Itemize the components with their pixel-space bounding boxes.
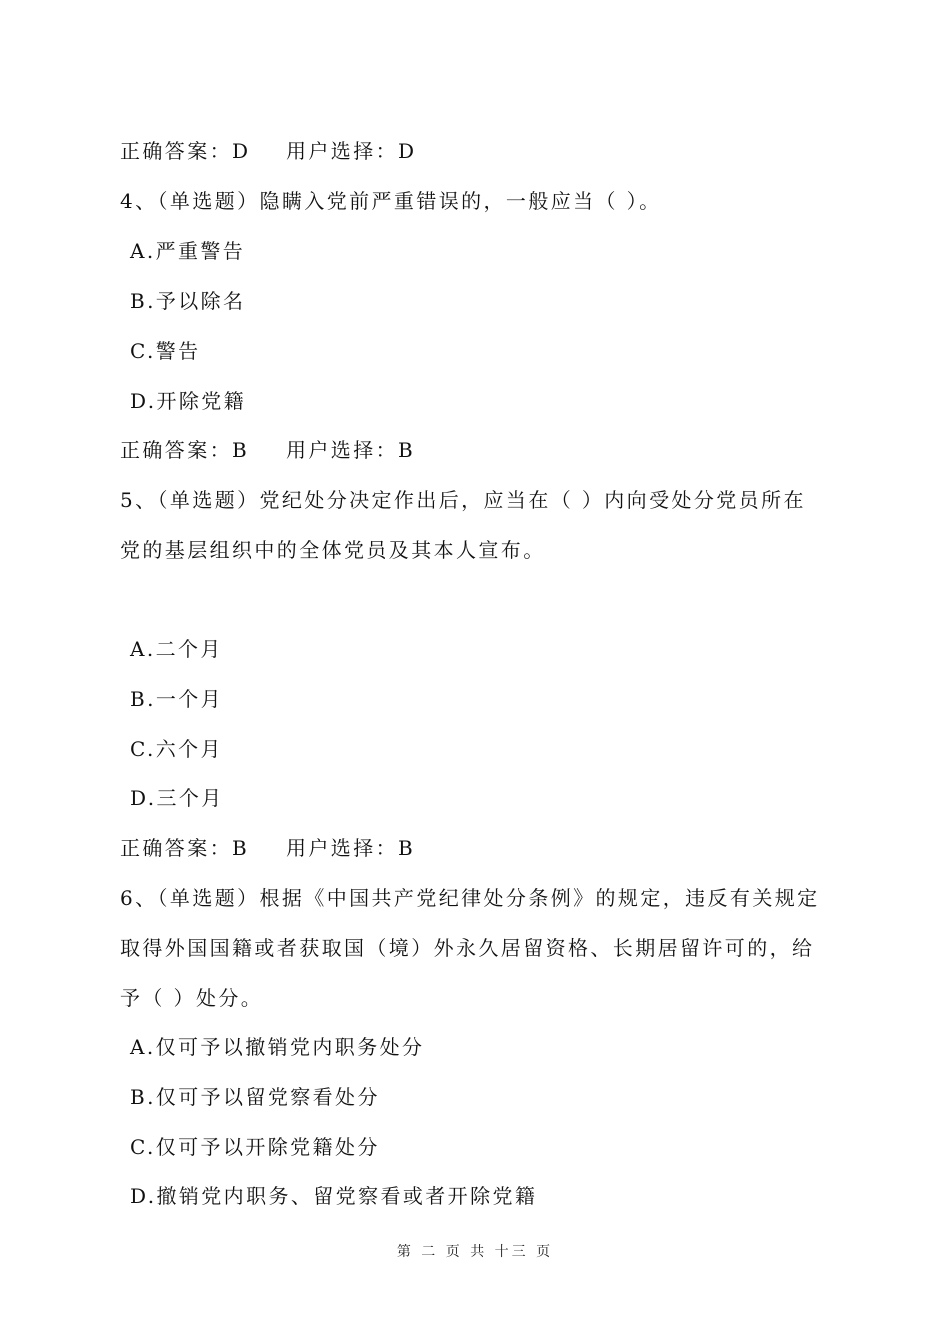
question-5-stem-line-1: 5、（单选题）党纪处分决定作出后，应当在（ ）内向受处分党员所在 [120,488,806,512]
question-4-option-c: C.警告 [130,339,201,363]
question-5-option-b: B.一个月 [130,687,224,711]
question-6-option-a: A.仅可予以撤销党内职务处分 [130,1035,425,1059]
question-5-option-a: A.二个月 [130,637,223,661]
page-footer: 第 二 页 共 十三 页 [396,1244,554,1260]
question-6-stem-line-1: 6、（单选题）根据《中国共产党纪律处分条例》的规定，违反有关规定 [120,886,820,910]
correct-answer-q4: 正确答案：B [120,438,250,462]
question-5-stem-line-2: 党的基层组织中的全体党员及其本人宣布。 [120,538,546,562]
question-4-option-b: B.予以除名 [130,289,246,313]
question-5-option-d: D.三个月 [130,786,224,810]
user-choice-q5: 用户选择：B [286,836,416,860]
question-6-option-b: B.仅可予以留党察看处分 [130,1085,380,1109]
question-5-option-c: C.六个月 [130,737,223,761]
question-6-option-c: C.仅可予以开除党籍处分 [130,1135,380,1159]
question-4-option-d: D.开除党籍 [130,389,247,413]
question-4-option-a: A.严重警告 [130,239,246,263]
question-6-option-d: D.撤销党内职务、留党察看或者开除党籍 [130,1184,538,1208]
user-choice-q4: 用户选择：B [286,438,416,462]
correct-answer-q5: 正确答案：B [120,836,250,860]
question-6-stem-line-3: 予（ ）处分。 [120,986,264,1010]
correct-answer-prev: 正确答案：D [120,139,251,163]
question-4-stem: 4、（单选题）隐瞒入党前严重错误的，一般应当（ ）。 [120,189,662,213]
question-6-stem-line-2: 取得外国国籍或者获取国（境）外永久居留资格、长期居留许可的，给 [120,936,815,960]
user-choice-prev: 用户选择：D [286,139,417,163]
